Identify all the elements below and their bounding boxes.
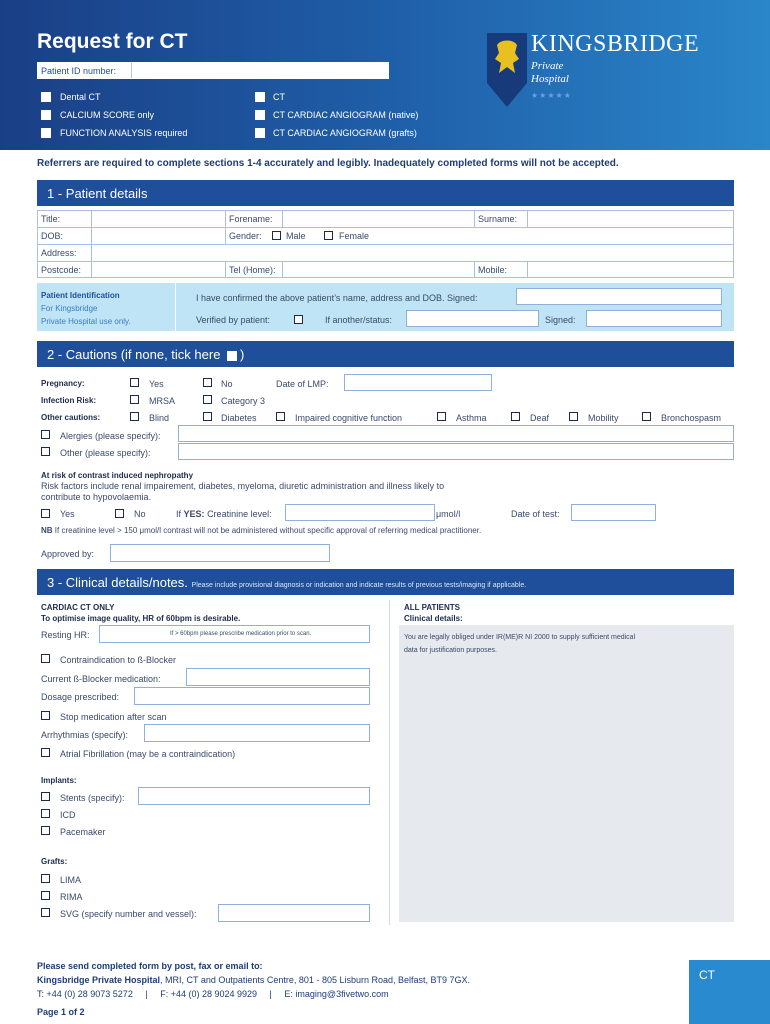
footer-send: Please send completed form by post, fax or email to: bbox=[37, 961, 263, 971]
male-checkbox[interactable] bbox=[272, 231, 281, 240]
contraindication-checkbox[interactable] bbox=[41, 654, 50, 663]
mobility-checkbox[interactable] bbox=[569, 412, 578, 421]
confirm-label: I have confirmed the above patient’s name, address and DOB. Signed: bbox=[196, 293, 478, 303]
male-label: Male bbox=[286, 231, 306, 241]
dosage-input[interactable] bbox=[134, 687, 370, 705]
lima-label: LIMA bbox=[60, 875, 82, 885]
forename-input[interactable] bbox=[283, 211, 473, 226]
section-3-note: Please include provisional diagnosis or indication and indicate results of previous tests/imaging if applicable. bbox=[191, 582, 527, 589]
postcode-input[interactable] bbox=[92, 262, 224, 277]
allergies-input[interactable] bbox=[178, 425, 734, 442]
surname-input[interactable] bbox=[528, 211, 733, 226]
yes-bold: YES: bbox=[183, 509, 205, 519]
surname-label: Surname: bbox=[478, 214, 518, 224]
footer-address-row bbox=[37, 975, 470, 985]
bronchospasm-label: Bronchospasm bbox=[661, 413, 722, 423]
postcode-label: Postcode: bbox=[41, 265, 82, 275]
calcium-score-checkbox[interactable] bbox=[41, 110, 51, 120]
category-3-label: Category 3 bbox=[221, 396, 266, 406]
pregnancy-yes-label: Yes bbox=[149, 379, 164, 389]
atrial-fibrillation-checkbox[interactable] bbox=[41, 748, 50, 757]
nephropathy-yes-label: Yes bbox=[60, 509, 75, 519]
lima-checkbox[interactable] bbox=[41, 874, 50, 883]
if-word: If bbox=[176, 509, 182, 519]
other-specify-input[interactable] bbox=[178, 443, 734, 460]
diabetes-checkbox[interactable] bbox=[203, 412, 212, 421]
if-yes-label bbox=[176, 509, 272, 519]
section-3-title: 3 - Clinical details/notes. bbox=[47, 575, 188, 590]
legal-text-2: data for justification purposes. bbox=[404, 647, 497, 654]
column-divider bbox=[389, 600, 390, 925]
dental-ct-checkbox[interactable] bbox=[41, 92, 51, 102]
asthma-checkbox[interactable] bbox=[437, 412, 446, 421]
grid-divider bbox=[474, 261, 475, 278]
svg-input[interactable] bbox=[218, 904, 370, 922]
ct-cardiac-native-checkbox[interactable] bbox=[255, 110, 265, 120]
creatinine-input[interactable] bbox=[285, 504, 435, 521]
footer-hospital: Kingsbridge Private Hospital bbox=[37, 975, 161, 985]
title-label: Title: bbox=[41, 214, 61, 224]
deaf-checkbox[interactable] bbox=[511, 412, 520, 421]
cardiac-heading: CARDIAC CT ONLY bbox=[41, 603, 115, 612]
grid-divider bbox=[225, 210, 226, 244]
approved-by-label: Approved by: bbox=[41, 549, 95, 559]
svg-label: SVG (specify number and vessel): bbox=[60, 909, 197, 919]
grid-divider bbox=[474, 210, 475, 227]
logo-shield-icon bbox=[487, 33, 527, 107]
ct-label: CT bbox=[273, 92, 285, 102]
mobile-input[interactable] bbox=[528, 262, 733, 277]
stents-input[interactable] bbox=[138, 787, 370, 805]
blind-label: Blind bbox=[149, 413, 170, 423]
mrsa-label: MRSA bbox=[149, 396, 176, 406]
stop-medication-checkbox[interactable] bbox=[41, 711, 50, 720]
logo-name: KINGSBRIDGE bbox=[531, 31, 700, 57]
section-1-header bbox=[37, 180, 734, 206]
female-label: Female bbox=[339, 231, 370, 241]
another-status-input[interactable] bbox=[406, 310, 539, 327]
nb-text: If creatinine level > 150 μmol/l contrast will not be administered without specific approval of referring medical practitioner. bbox=[54, 526, 482, 535]
tel-home-label: Tel (Home): bbox=[229, 265, 276, 275]
mobility-label: Mobility bbox=[588, 413, 619, 423]
confirm-signed-input[interactable] bbox=[516, 288, 722, 305]
resting-hr-label: Resting HR: bbox=[41, 630, 90, 640]
implants-heading: Implants: bbox=[41, 776, 77, 785]
nb-text-row bbox=[41, 526, 481, 535]
atrial-fibrillation-label: Atrial Fibrillation (may be a contraindication) bbox=[60, 749, 236, 759]
section-2-title-end: ) bbox=[240, 347, 245, 362]
date-of-test-input[interactable] bbox=[571, 504, 656, 521]
section-2-header bbox=[37, 341, 734, 367]
cardiac-sub: To optimise image quality, HR of 60bpm is desirable. bbox=[41, 614, 241, 623]
patient-id-sub1: For Kingsbridge bbox=[41, 304, 98, 313]
patient-id-sub2: Private Hospital use only. bbox=[41, 317, 131, 326]
dob-input[interactable] bbox=[92, 228, 224, 243]
pregnancy-no-checkbox[interactable] bbox=[203, 378, 212, 387]
ct-cardiac-grafts-label: CT CARDIAC ANGIOGRAM (grafts) bbox=[273, 128, 417, 138]
stents-label: Stents (specify): bbox=[60, 793, 125, 803]
footer-address: , MRI, CT and Outpatients Centre, 801 - 805 Lisburn Road, Belfast, BT9 7GX. bbox=[160, 975, 471, 985]
calcium-score-label: CALCIUM SCORE only bbox=[60, 110, 155, 120]
other-specify-label: Other (please specify): bbox=[60, 448, 151, 458]
address-label: Address: bbox=[41, 248, 77, 258]
deaf-label: Deaf bbox=[530, 413, 550, 423]
approved-by-input[interactable] bbox=[110, 544, 330, 562]
dental-ct-label: Dental CT bbox=[60, 92, 101, 102]
footer-fax: F: +44 (0) 28 9024 9929 bbox=[160, 989, 258, 999]
risk-text-2: contribute to hypovolaemia. bbox=[41, 492, 152, 502]
impaired-cognitive-label: Impaired cognitive function bbox=[295, 413, 403, 423]
footer-sep: | bbox=[269, 989, 272, 999]
rima-label: RIMA bbox=[60, 892, 83, 902]
logo-stars: ★★★★★ bbox=[531, 91, 572, 100]
section-3-header bbox=[37, 569, 734, 595]
section-2-title: 2 - Cautions (if none, tick here bbox=[47, 347, 221, 362]
address-input[interactable] bbox=[92, 245, 733, 260]
lmp-input[interactable] bbox=[344, 374, 492, 391]
arrhythmias-label: Arrhythmias (specify): bbox=[41, 730, 129, 740]
nephropathy-no-checkbox[interactable] bbox=[115, 509, 124, 518]
verified-checkbox[interactable] bbox=[294, 315, 303, 324]
current-blocker-label: Current ß-Blocker medication: bbox=[41, 674, 161, 684]
signed-input[interactable] bbox=[586, 310, 722, 327]
creatinine-label: Creatinine level: bbox=[207, 509, 272, 519]
female-checkbox[interactable] bbox=[324, 231, 333, 240]
logo-sub-hospital: Hospital bbox=[531, 73, 569, 85]
page-title: Request for CT bbox=[37, 30, 188, 53]
svg-checkbox[interactable] bbox=[41, 908, 50, 917]
all-patients-heading: ALL PATIENTS bbox=[404, 603, 460, 612]
allergies-checkbox[interactable] bbox=[41, 430, 50, 439]
allergies-label: Alergies (please specify): bbox=[60, 431, 161, 441]
nb-label: NB bbox=[41, 526, 53, 535]
risk-heading: At risk of contrast induced nephropathy bbox=[41, 471, 194, 480]
logo-sub-private: Private bbox=[531, 60, 564, 72]
ct-cardiac-native-label: CT CARDIAC ANGIOGRAM (native) bbox=[273, 110, 419, 120]
pregnancy-yes-checkbox[interactable] bbox=[130, 378, 139, 387]
bronchospasm-checkbox[interactable] bbox=[642, 412, 651, 421]
title-input[interactable] bbox=[92, 211, 224, 226]
ct-cardiac-grafts-checkbox[interactable] bbox=[255, 128, 265, 138]
footer-contact-row bbox=[37, 989, 389, 999]
diabetes-label: Diabetes bbox=[221, 413, 257, 423]
asthma-label: Asthma bbox=[456, 413, 487, 423]
dob-label: DOB: bbox=[41, 231, 64, 241]
lmp-label: Date of LMP: bbox=[276, 379, 329, 389]
stop-medication-label: Stop medication after scan bbox=[60, 712, 167, 722]
current-blocker-input[interactable] bbox=[186, 668, 370, 686]
page-number: Page 1 of 2 bbox=[37, 1007, 85, 1017]
unit-label: μmol/l bbox=[436, 509, 461, 519]
other-specify-checkbox[interactable] bbox=[41, 447, 50, 456]
dosage-label: Dosage prescribed: bbox=[41, 692, 120, 702]
footer-sep: | bbox=[145, 989, 148, 999]
pregnancy-label: Pregnancy: bbox=[41, 379, 85, 388]
patient-id-input[interactable] bbox=[131, 63, 388, 78]
mrsa-checkbox[interactable] bbox=[130, 395, 139, 404]
pregnancy-no-label: No bbox=[221, 379, 233, 389]
rima-checkbox[interactable] bbox=[41, 891, 50, 900]
patient-id-heading: Patient Identification bbox=[41, 291, 120, 300]
tel-home-input[interactable] bbox=[283, 262, 473, 277]
clinical-details-heading: Clinical details: bbox=[404, 614, 463, 623]
notice-text: Referrers are required to complete sections 1-4 accurately and legibly. Inadequately completed forms will not be accepted. bbox=[37, 158, 619, 169]
resting-hr-note: If > 60bpm please prescribe medication prior to scan. bbox=[170, 631, 312, 637]
icd-label: ICD bbox=[60, 810, 76, 820]
legal-text-1: You are legally obliged under IR(ME)R NI 2000 to supply sufficient medical bbox=[404, 634, 636, 641]
category-3-checkbox[interactable] bbox=[203, 395, 212, 404]
clinical-details-input[interactable] bbox=[399, 625, 734, 922]
function-analysis-label: FUNCTION ANALYSIS required bbox=[60, 128, 188, 138]
arrhythmias-input[interactable] bbox=[144, 724, 370, 742]
grafts-heading: Grafts: bbox=[41, 857, 68, 866]
infection-risk-label: Infection Risk: bbox=[41, 396, 97, 405]
contraindication-label: Contraindication to ß-Blocker bbox=[60, 655, 177, 665]
other-cautions-label: Other cautions: bbox=[41, 413, 101, 422]
risk-text-1: Risk factors include renal impairement, diabetes, myeloma, diuretic administration and illness likely to bbox=[41, 481, 445, 491]
nephropathy-no-label: No bbox=[134, 509, 146, 519]
signed-label: Signed: bbox=[545, 315, 576, 325]
blind-checkbox[interactable] bbox=[130, 412, 139, 421]
pacemaker-label: Pacemaker bbox=[60, 827, 106, 837]
ct-checkbox[interactable] bbox=[255, 92, 265, 102]
impaired-cognitive-checkbox[interactable] bbox=[276, 412, 285, 421]
function-analysis-checkbox[interactable] bbox=[41, 128, 51, 138]
mobile-label: Mobile: bbox=[478, 265, 508, 275]
no-cautions-checkbox[interactable] bbox=[227, 351, 237, 361]
ct-tab: CT bbox=[689, 960, 770, 1024]
footer-email: E: imaging@3fivetwo.com bbox=[284, 989, 389, 999]
verified-label: Verified by patient: bbox=[196, 315, 271, 325]
grid-divider bbox=[225, 261, 226, 278]
stents-checkbox[interactable] bbox=[41, 792, 50, 801]
pacemaker-checkbox[interactable] bbox=[41, 826, 50, 835]
date-of-test-label: Date of test: bbox=[511, 509, 560, 519]
another-status-label: If another/status: bbox=[325, 315, 393, 325]
panel-divider bbox=[175, 283, 176, 331]
gender-label: Gender: bbox=[229, 231, 262, 241]
patient-id-label: Patient ID number: bbox=[41, 66, 117, 76]
footer-tel: T: +44 (0) 28 9073 5272 bbox=[37, 989, 133, 999]
icd-checkbox[interactable] bbox=[41, 809, 50, 818]
forename-label: Forename: bbox=[229, 214, 273, 224]
nephropathy-yes-checkbox[interactable] bbox=[41, 509, 50, 518]
section-1-title: 1 - Patient details bbox=[47, 186, 148, 201]
